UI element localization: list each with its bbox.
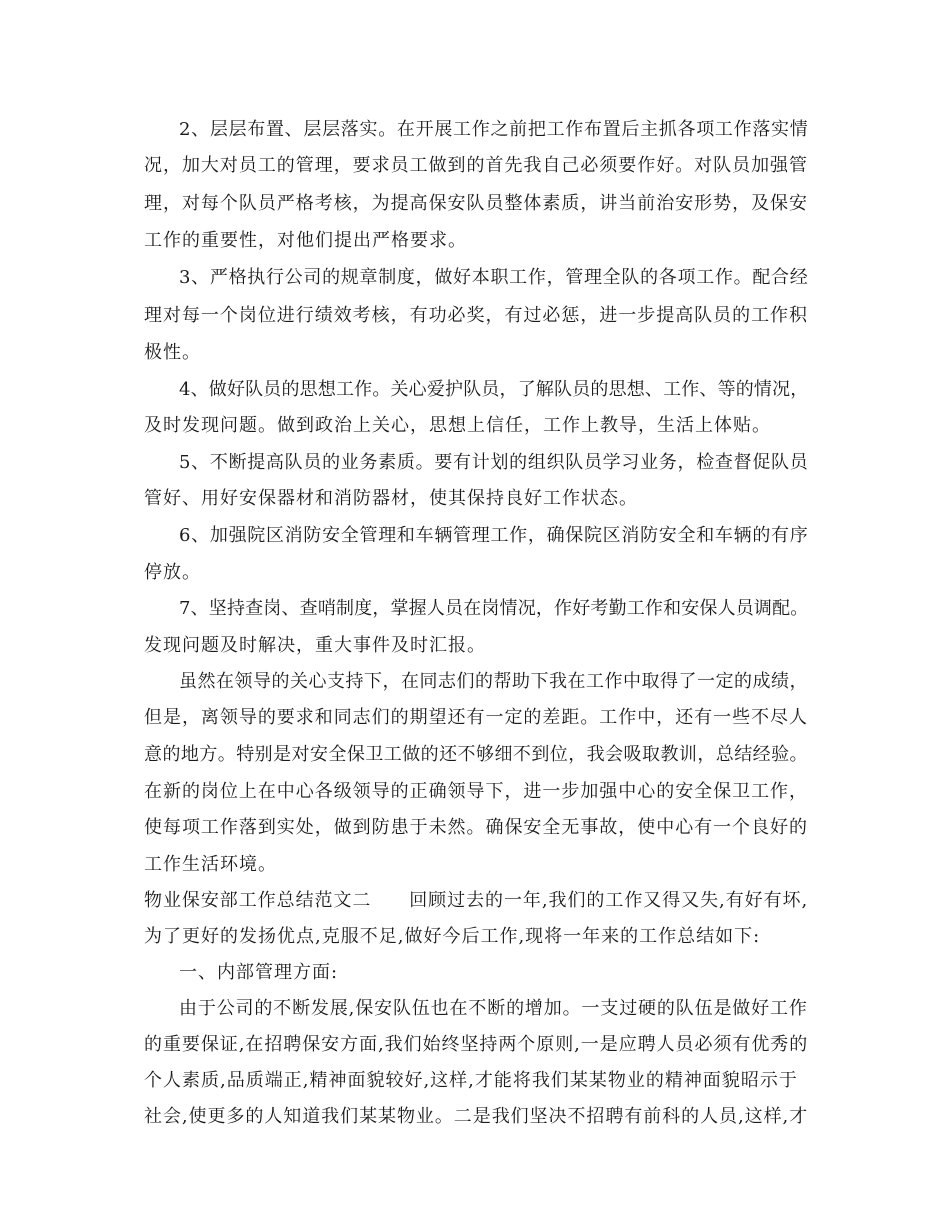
text-line: 极性。	[144, 342, 201, 363]
text-line: 物业保安部工作总结范文二 回顾过去的一年,我们的工作又得又失,有好有坏,	[144, 890, 809, 911]
text-line: 虽然在领导的关心支持下，在同志们的帮助下我在工作中取得了一定的成绩，	[179, 671, 808, 692]
text-line: 一、内部管理方面:	[179, 962, 339, 983]
text-line: 理，对每个队员严格考核，为提高保安队员整体素质，讲当前治安形势，及保安	[144, 193, 808, 214]
text-line: 为了更好的发扬优点,克服不足,做好今后工作,现将一年来的工作总结如下:	[144, 926, 761, 947]
text-line: 由于公司的不断发展,保安队伍也在不断的增加。一支过硬的队伍是做好工作	[179, 998, 808, 1019]
text-line: 但是，离领导的要求和同志们的期望还有一定的差距。工作中，还有一些不尽人	[144, 707, 808, 728]
text-line: 5、不断提高队员的业务素质。要有计划的组织队员学习业务，检查督促队员	[179, 452, 809, 473]
text-line: 6、加强院区消防安全管理和车辆管理工作，确保院区消防安全和车辆的有序	[179, 525, 809, 546]
text-line: 管好、用好安保器材和消防器材，使其保持良好工作状态。	[144, 488, 638, 509]
text-line: 个人素质,品质端正,精神面貌较好,这样,才能将我们某某物业的精神面貌昭示于	[144, 1070, 798, 1091]
text-line: 社会,使更多的人知道我们某某物业。二是我们坚决不招聘有前科的人员,这样,才	[144, 1106, 809, 1127]
text-line: 使每项工作落到实处，做到防患于未然。确保安全无事故，使中心有一个良好的	[144, 817, 808, 838]
text-line: 的重要保证,在招聘保安方面,我们始终坚持两个原则,一是应聘人员必须有优秀的	[144, 1034, 809, 1055]
text-line: 工作的重要性，对他们提出严格要求。	[144, 230, 467, 251]
text-line: 及时发现问题。做到政治上关心，思想上信任，工作上教导，生活上体贴。	[144, 415, 771, 436]
text-line: 发现问题及时解决，重大事件及时汇报。	[144, 635, 486, 656]
text-line: 2、层层布置、层层落实。在开展工作之前把工作布置后主抓各项工作落实情	[179, 119, 809, 140]
text-line: 4、做好队员的思想工作。关心爱护队员，了解队员的思想、工作、等的情况，	[179, 379, 809, 400]
text-line: 意的地方。特别是对安全保卫工做的还不够细不到位，我会吸取教训，总结经验。	[144, 744, 808, 765]
text-line: 停放。	[144, 562, 201, 583]
text-line: 3、严格执行公司的规章制度，做好本职工作，管理全队的各项工作。配合经	[179, 267, 809, 288]
text-line: 况，加大对员工的管理，要求员工做到的首先我自己必须要作好。对队员加强管	[144, 155, 808, 176]
text-line: 工作生活环境。	[144, 854, 277, 875]
text-line: 理对每一个岗位进行绩效考核，有功必奖，有过必惩，进一步提高队员的工作积	[144, 305, 808, 326]
text-line: 在新的岗位上在中心各级领导的正确领导下，进一步加强中心的安全保卫工作，	[144, 781, 808, 802]
text-line: 7、坚持查岗、查哨制度，掌握人员在岗情况，作好考勤工作和安保人员调配。	[179, 598, 809, 619]
